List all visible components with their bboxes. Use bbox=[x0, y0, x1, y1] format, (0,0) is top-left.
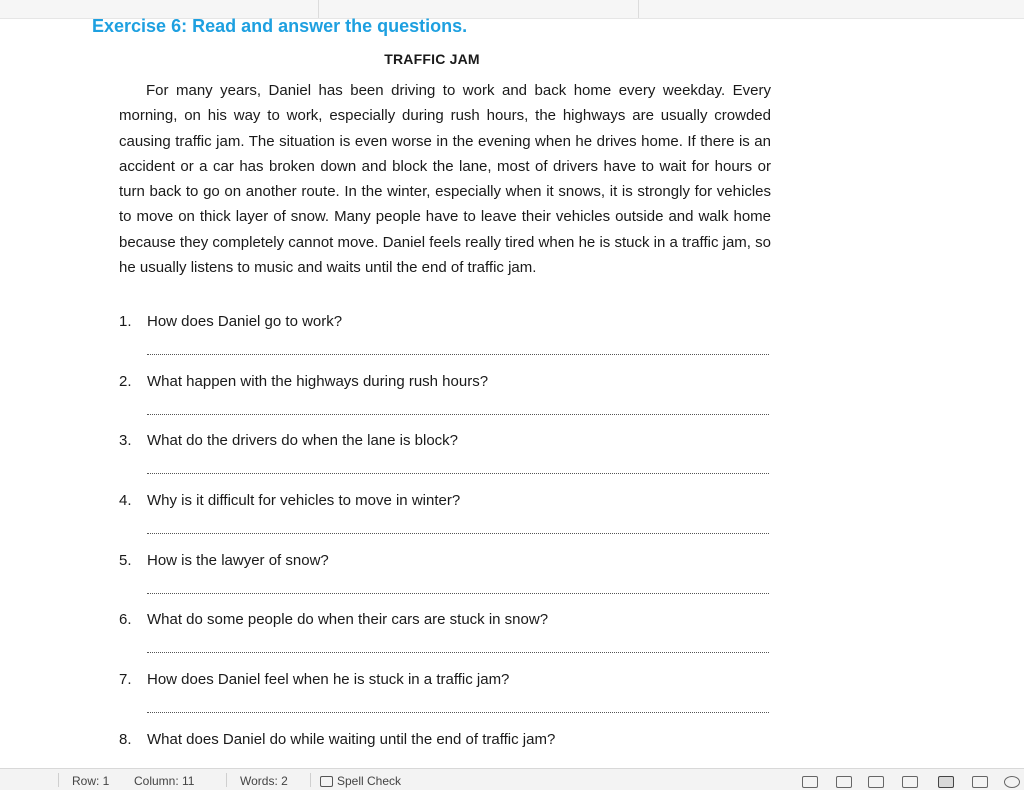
reading-view-icon[interactable] bbox=[938, 776, 954, 788]
question-list bbox=[119, 313, 771, 791]
status-bar bbox=[0, 768, 1024, 790]
spell-check-button[interactable] bbox=[320, 774, 401, 788]
fit-icon[interactable] bbox=[868, 776, 884, 788]
question-number: 1. bbox=[119, 313, 132, 330]
answer-line[interactable] bbox=[147, 533, 769, 534]
status-separator bbox=[58, 773, 59, 787]
answer-line[interactable] bbox=[147, 593, 769, 594]
crop-icon[interactable] bbox=[836, 776, 852, 788]
question-text: How does Daniel feel when he is stuck in a traffic jam? bbox=[147, 671, 510, 689]
question-item bbox=[119, 373, 771, 433]
question-item bbox=[119, 492, 771, 552]
question-text: How does Daniel go to work? bbox=[147, 313, 343, 330]
answer-line[interactable] bbox=[147, 414, 769, 415]
question-item bbox=[119, 552, 771, 612]
status-row[interactable]: Row: 1 bbox=[72, 774, 110, 788]
spell-check-label: Spell Check bbox=[337, 774, 402, 788]
status-separator bbox=[226, 773, 227, 787]
story-paragraph: For many years, Daniel has been driving to work and back home every weekday. Every morning, on his way to work, especially during rush hours, the highways are usually crowded causing traffic jam. The situation is even worse in the evening when he drives home. If there is an accident or a car has broken down and block the lane, most of drivers have to wait for hours or turn back to go on another route. In the winter, especially when it snows, it is strongly for vehicles to move on thick layer of snow. Many people have to leave their vehicles outside and walk home because they completely cannot move. Daniel feels really tired when he is stuck in a traffic jam, so he usually listens to music and waits until the end of traffic jam. bbox=[119, 82, 771, 277]
question-number: 7. bbox=[119, 671, 132, 689]
question-item bbox=[119, 313, 771, 373]
question-number: 8. bbox=[119, 730, 132, 748]
question-text: What do some people do when their cars are stuck in snow? bbox=[147, 611, 549, 629]
question-text: Why is it difficult for vehicles to move in winter? bbox=[147, 492, 461, 510]
status-separator bbox=[310, 773, 311, 787]
book-icon[interactable] bbox=[902, 776, 918, 788]
question-number: 3. bbox=[119, 432, 132, 450]
question-text: What happen with the highways during rush hours? bbox=[147, 372, 489, 390]
spell-check-icon bbox=[320, 776, 333, 787]
status-words[interactable]: Words: 2 bbox=[240, 774, 288, 788]
exercise-heading: Exercise 6: Read and answer the questions. bbox=[92, 16, 468, 36]
question-text: What do the drivers do when the lane is block? bbox=[147, 432, 459, 450]
outline-view-icon[interactable] bbox=[972, 776, 988, 788]
status-column[interactable]: Column: 11 bbox=[134, 774, 195, 788]
story-title: TRAFFIC JAM bbox=[384, 51, 480, 67]
question-item bbox=[119, 671, 771, 731]
question-item bbox=[119, 432, 771, 492]
page-view-icon[interactable] bbox=[802, 776, 818, 788]
web-view-icon[interactable] bbox=[1004, 776, 1020, 788]
question-item bbox=[119, 611, 771, 671]
answer-line[interactable] bbox=[147, 473, 769, 474]
question-number: 6. bbox=[119, 611, 132, 629]
question-text: What does Daniel do while waiting until the end of traffic jam? bbox=[147, 730, 556, 748]
question-number: 5. bbox=[119, 551, 132, 569]
question-text: How is the lawyer of snow? bbox=[147, 551, 329, 569]
document-page[interactable] bbox=[0, 16, 1024, 767]
answer-line[interactable] bbox=[147, 652, 769, 653]
question-number: 4. bbox=[119, 492, 132, 510]
answer-line[interactable] bbox=[147, 354, 769, 355]
question-number: 2. bbox=[119, 372, 132, 390]
answer-line[interactable] bbox=[147, 712, 769, 713]
